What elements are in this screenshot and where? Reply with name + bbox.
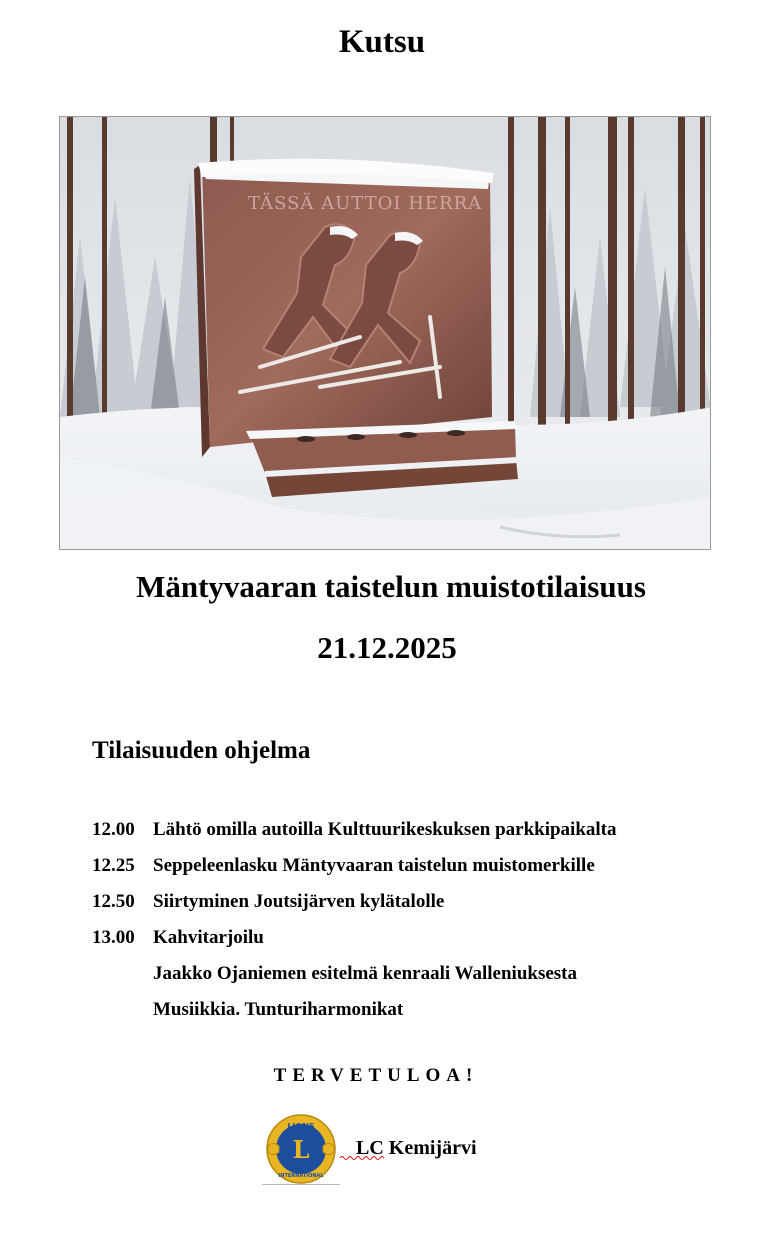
program-time: 12.50 [92, 891, 135, 912]
program-time: 13.00 [92, 927, 135, 948]
logo-text-bottom: INTERNATIONAL [278, 1173, 324, 1179]
page-title: Kutsu [338, 24, 426, 60]
logo-letter: L [292, 1135, 310, 1164]
program-item [92, 848, 732, 884]
program-heading: Tilaisuuden ohjelma [92, 737, 311, 764]
program-text: Musiikkia. Tunturiharmonikat [153, 999, 404, 1020]
program-text: Kahvitarjoilu [153, 927, 264, 948]
program-item [92, 920, 732, 956]
program-item [92, 956, 732, 992]
program-text: Lähtö omilla autoilla Kulttuurikeskuksen parkkipaikalta [153, 819, 617, 840]
organizer-name: LC Kemijärvi [356, 1137, 477, 1159]
organizer-footer [262, 1113, 522, 1185]
program-text: Siirtyminen Joutsijärven kylätalolle [153, 891, 445, 912]
lions-logo-icon [265, 1113, 337, 1185]
event-date: 21.12.2025 [317, 630, 457, 665]
monument-photo [59, 116, 711, 550]
logo-text-top: LIONS [287, 1122, 315, 1131]
program-time: 12.00 [92, 819, 135, 840]
program-text: Jaakko Ojaniemen esitelmä kenraali Walleniuksesta [153, 963, 578, 984]
program-time: 12.25 [92, 855, 135, 876]
program-item [92, 812, 732, 848]
event-title: Mäntyvaaran taistelun muistotilaisuus [136, 569, 646, 604]
program-item [92, 992, 732, 1028]
program-item [92, 884, 732, 920]
program-text: Seppeleenlasku Mäntyvaaran taistelun muistomerkille [153, 855, 595, 876]
divider [262, 1184, 340, 1185]
monument-inscription: TÄSSÄ AUTTOI HERRA [248, 193, 483, 214]
welcome-text: TERVETULOA! [273, 1065, 479, 1086]
program-list [92, 812, 732, 1028]
